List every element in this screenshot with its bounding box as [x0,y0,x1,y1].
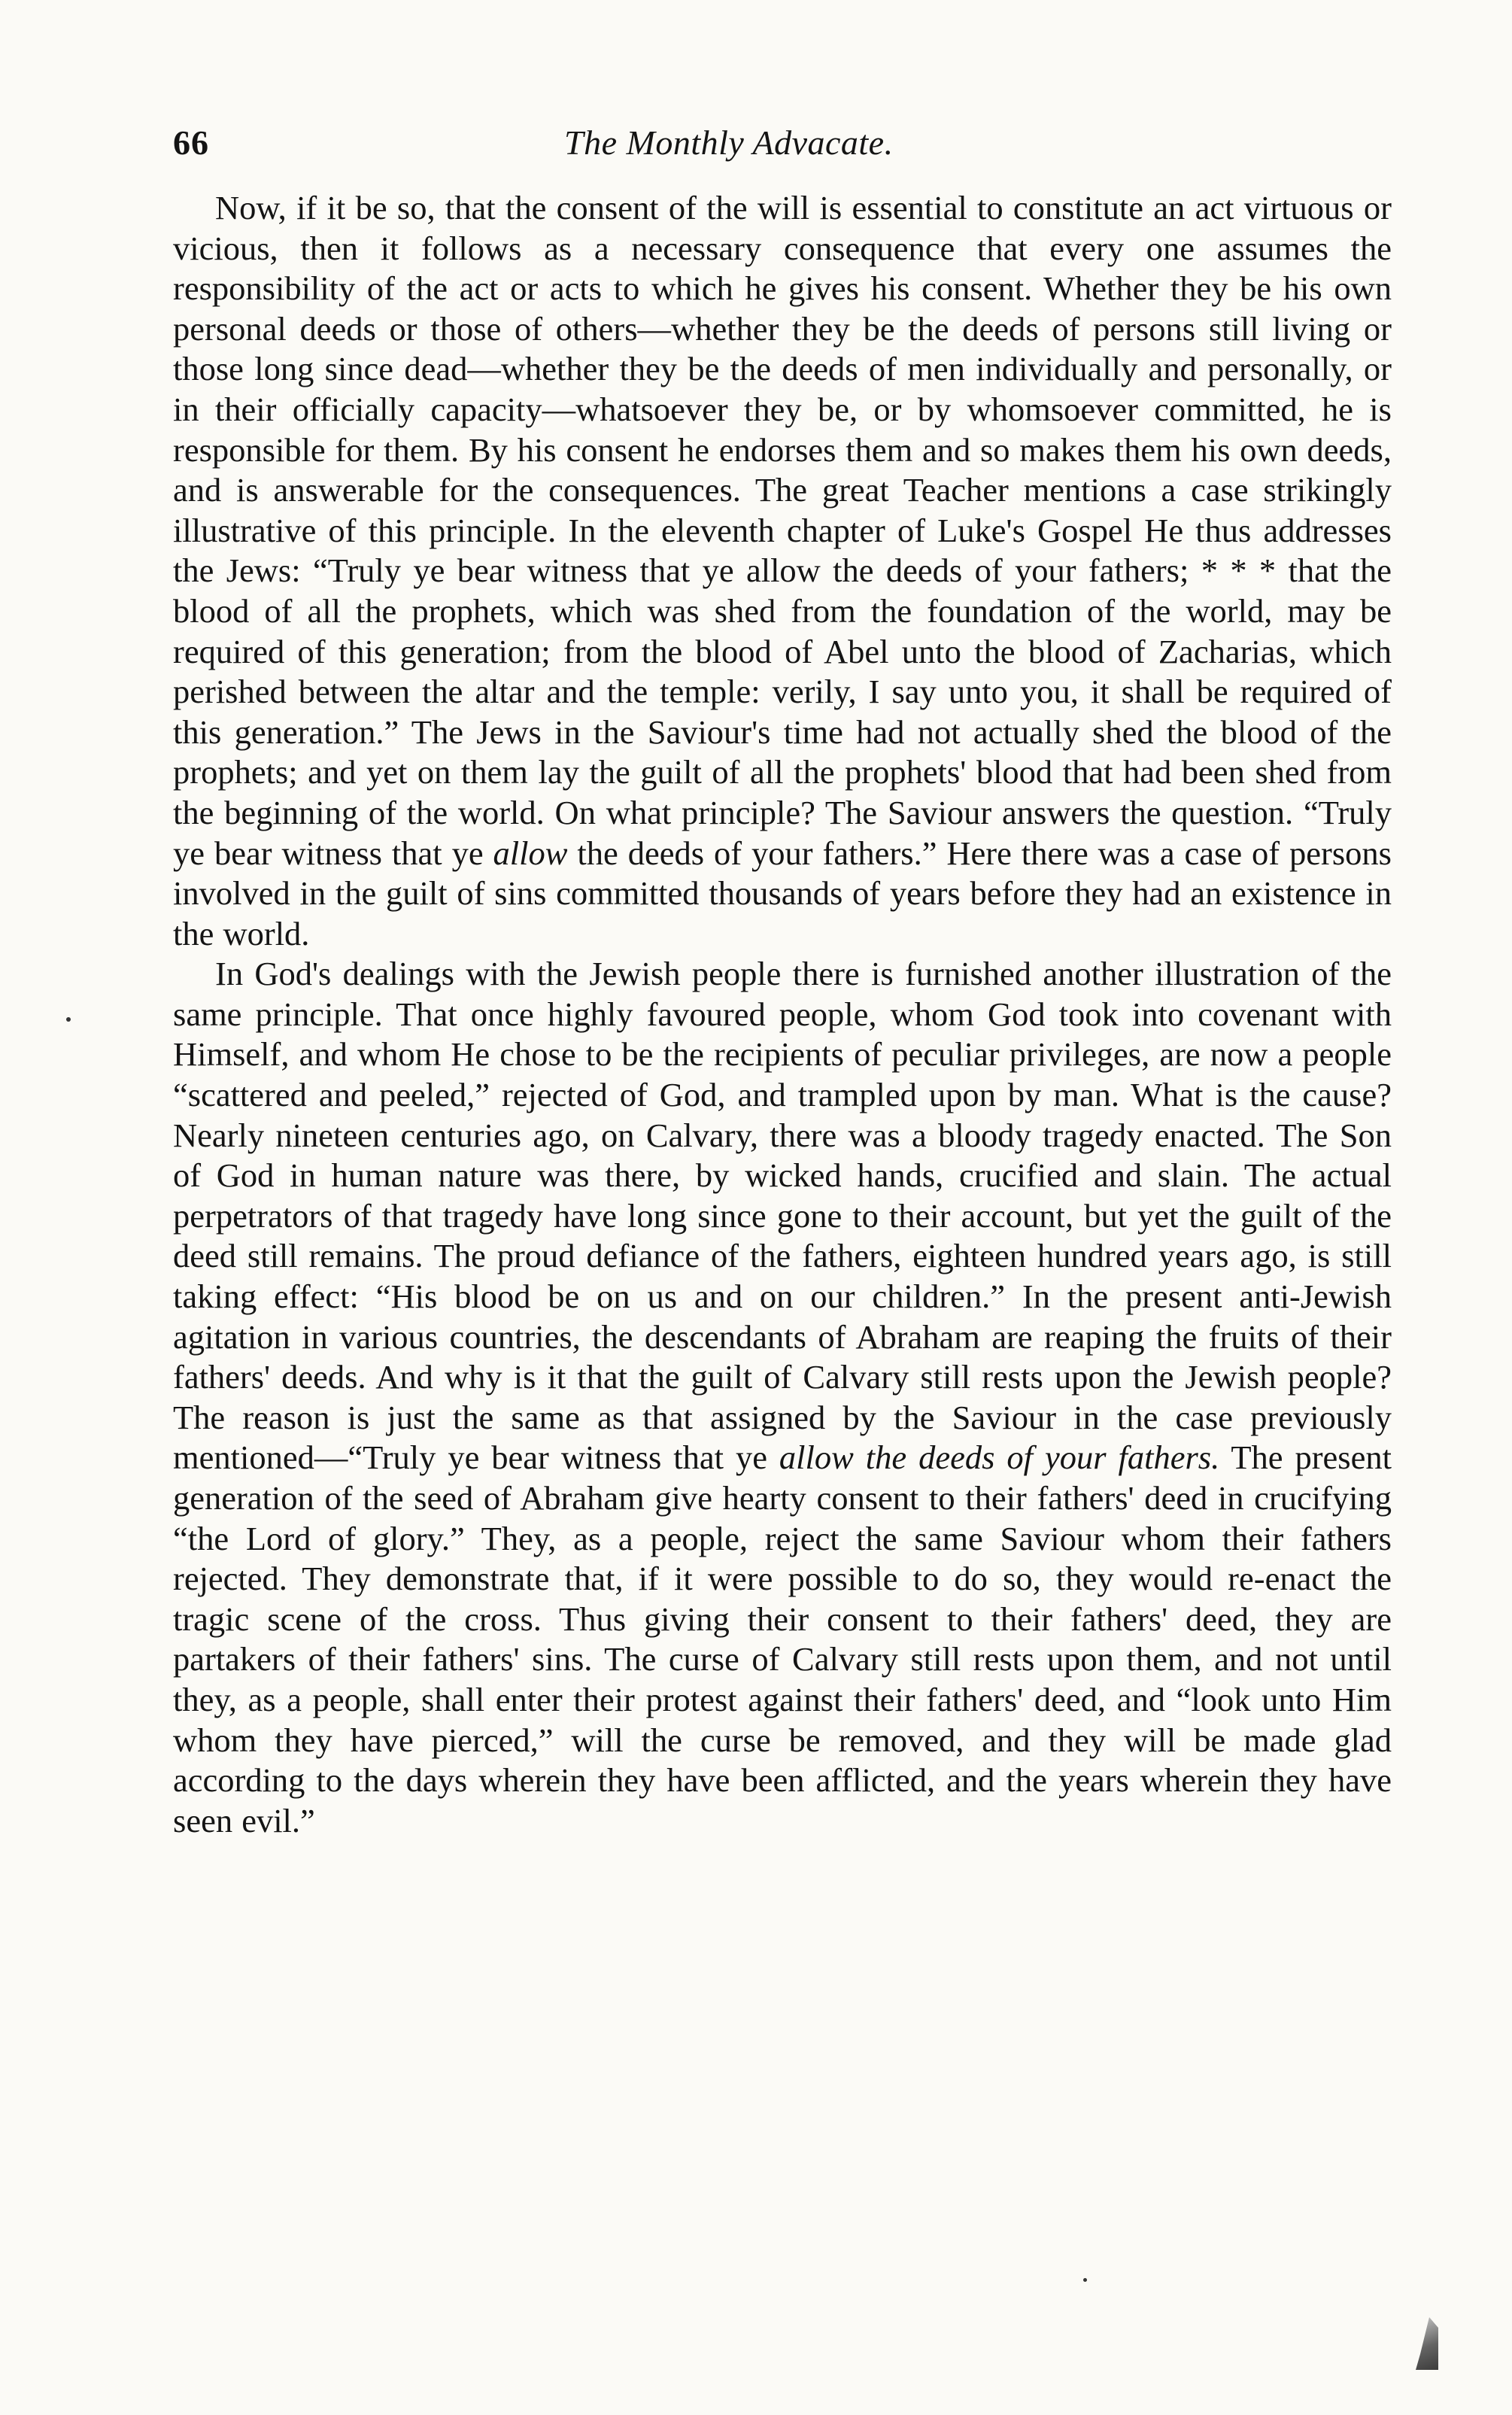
paragraph-1-emphasis: allow [493,834,568,872]
margin-smudge-mark [1416,2317,1438,2370]
margin-dot-mark [66,1017,71,1022]
ink-speck-mark [1083,2278,1087,2282]
paragraph-2-text-b: The present generation of the seed of Abraham give hearty consent to their fathers' deed in crucifying “the Lord of glory.” They, as a people, reject the same Saviour whom their fathers rejected. They demonstrate that, if it were possible to do so, they would re-enact the tragic scene of the cross. Thus giving their consent to their fathers' deed, they are partakers of their fathers' sins. The curse of Calvary still rests upon them, and not until they, as a people, shall enter their protest against their fathers' deed, and “look unto Him whom they have pierced,” will the curse be removed, and they will be made glad according to the days wherein they have been afflicted, and the years wherein they have seen evil.” [173,1438,1392,1839]
paragraph-1-text-b: the deeds of your fathers.” Here there was a case of persons involved in the guilt of sins committed thousands of years before they had an existence in the world. [173,834,1392,952]
running-head [173,113,1392,188]
paragraph-2-emphasis: allow the deeds of your fathers. [779,1438,1220,1477]
document-page [173,113,1392,2295]
page-number: 66 [173,123,209,162]
paragraph-1 [173,188,1392,954]
paragraph-2-text-a: In God's dealings with the Jewish people there is furnished another illustration of the same principle. That once highly favoured people, whom God took into covenant with Himself, and whom He chose to be the recipients of peculiar privileges, are now a people “scattered and peeled,” rejected of God, and trampled upon by man. What is the cause? Nearly nineteen centuries ago, on Calvary, there was a bloody tragedy enacted. The Son of God in human nature was there, by wicked hands, crucified and slain. The actual perpetrators of that tragedy have long since gone to their account, but yet the guilt of the deed still remains. The proud defiance of the fathers, eighteen hundred years ago, is still taking effect: “His blood be on us and on our children.” In the present anti-Jewish agitation in various countries, the descendants of Abraham are reaping the fruits of their fathers' deeds. And why is it that the guilt of Calvary still rests upon the Jewish people? The reason is just the same as that assigned by the Saviour in the case previously mentioned—“Truly ye bear witness that ye [173,955,1392,1477]
paragraph-1-text-a: Now, if it be so, that the consent of the will is essential to constitute an act virtuous or vicious, then it follows as a necessary consequence that every one assumes the responsibility of the act or acts to which he gives his consent. Whether they be his own personal deeds or those of others—whether they be the deeds of persons still living or those long since dead—whether they be the deeds of men individually and personally, or in their officially capacity—whatsoever they be, or by whomsoever committed, he is responsible for them. By his consent he endorses them and so makes them his own deeds, and is answerable for the consequences. The great Teacher mentions a case strikingly illustrative of this principle. In the eleventh chapter of Luke's Gospel He thus addresses the Jews: “Truly ye bear witness that ye allow the deeds of your fathers; * * * that the blood of all the prophets, which was shed from the foundation of the world, may be required of this generation; from the blood of Abel unto the blood of Zacharias, which perished between the altar and the temple: verily, I say unto you, it shall be required of this generation.” The Jews in the Saviour's time had not actually shed the blood of the prophets; and yet on them lay the guilt of all the prophets' blood that had been shed from the beginning of the world. On what principle? The Saviour answers the question. “Truly ye bear witness that ye [173,189,1392,872]
journal-title: The Monthly Advacate. [564,123,894,162]
paragraph-2 [173,954,1392,1841]
